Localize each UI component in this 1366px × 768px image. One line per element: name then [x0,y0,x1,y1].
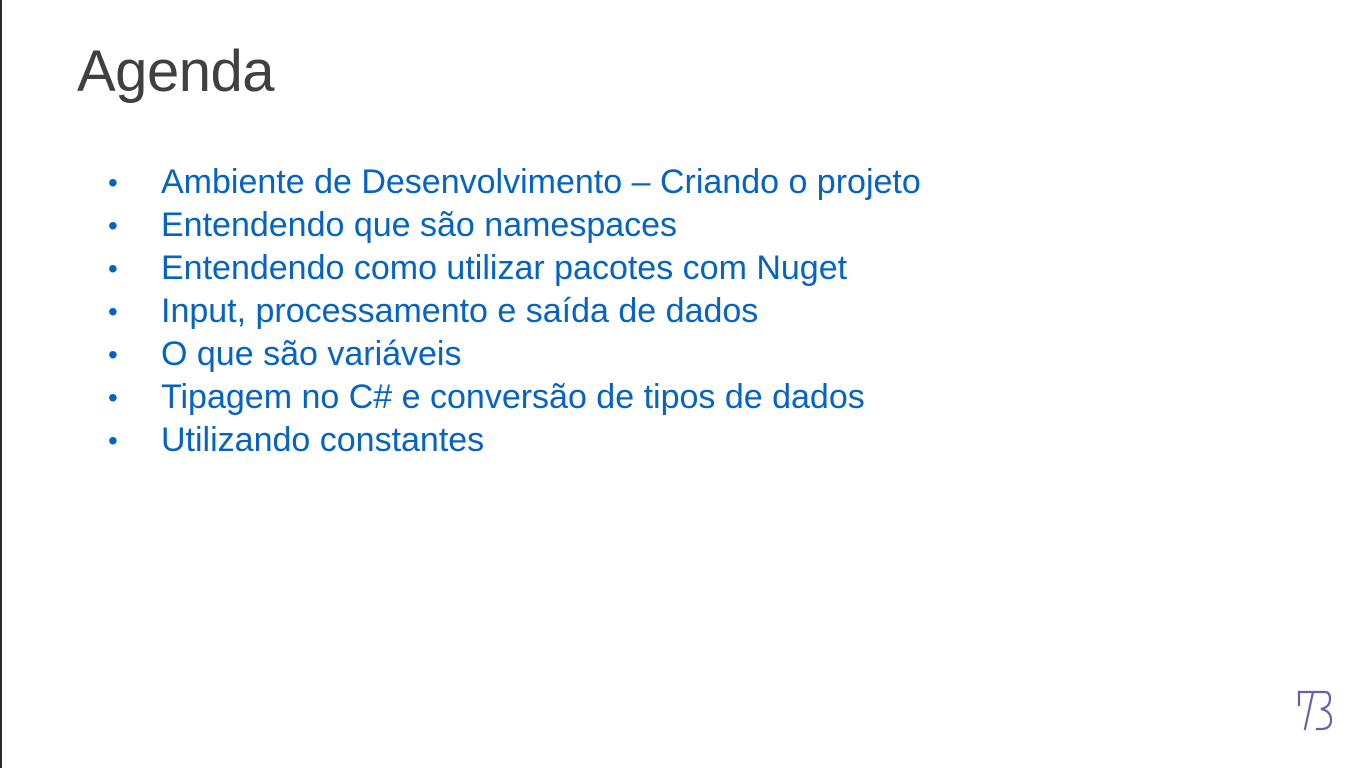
list-item-text: O que são variáveis [161,335,462,373]
list-item [108,333,921,376]
bullet-dot-icon: • [108,167,118,198]
bullet-dot-icon: • [108,339,118,370]
list-item [108,161,921,204]
list-item-text: Entendendo que são namespaces [161,206,678,244]
list-item [108,204,921,247]
bullet-dot-icon: • [108,425,118,456]
list-item-text: Utilizando constantes [161,421,485,459]
brand-logo-icon [1297,689,1333,731]
bullet-dot-icon: • [108,382,118,413]
list-item-text: Input, processamento e saída de dados [161,292,759,330]
list-item [108,247,921,290]
agenda-list [108,161,921,462]
bullet-dot-icon: • [108,296,118,327]
list-item-text: Tipagem no C# e conversão de tipos de dados [161,378,865,416]
bullet-dot-icon: • [108,210,118,241]
slide-title: Agenda [77,39,274,104]
list-item-text: Ambiente de Desenvolvimento – Criando o projeto [161,163,921,201]
list-item-text: Entendendo como utilizar pacotes com Nuget [161,249,848,287]
bullet-dot-icon: • [108,253,118,284]
list-item [108,376,921,419]
list-item [108,419,921,462]
list-item [108,290,921,333]
